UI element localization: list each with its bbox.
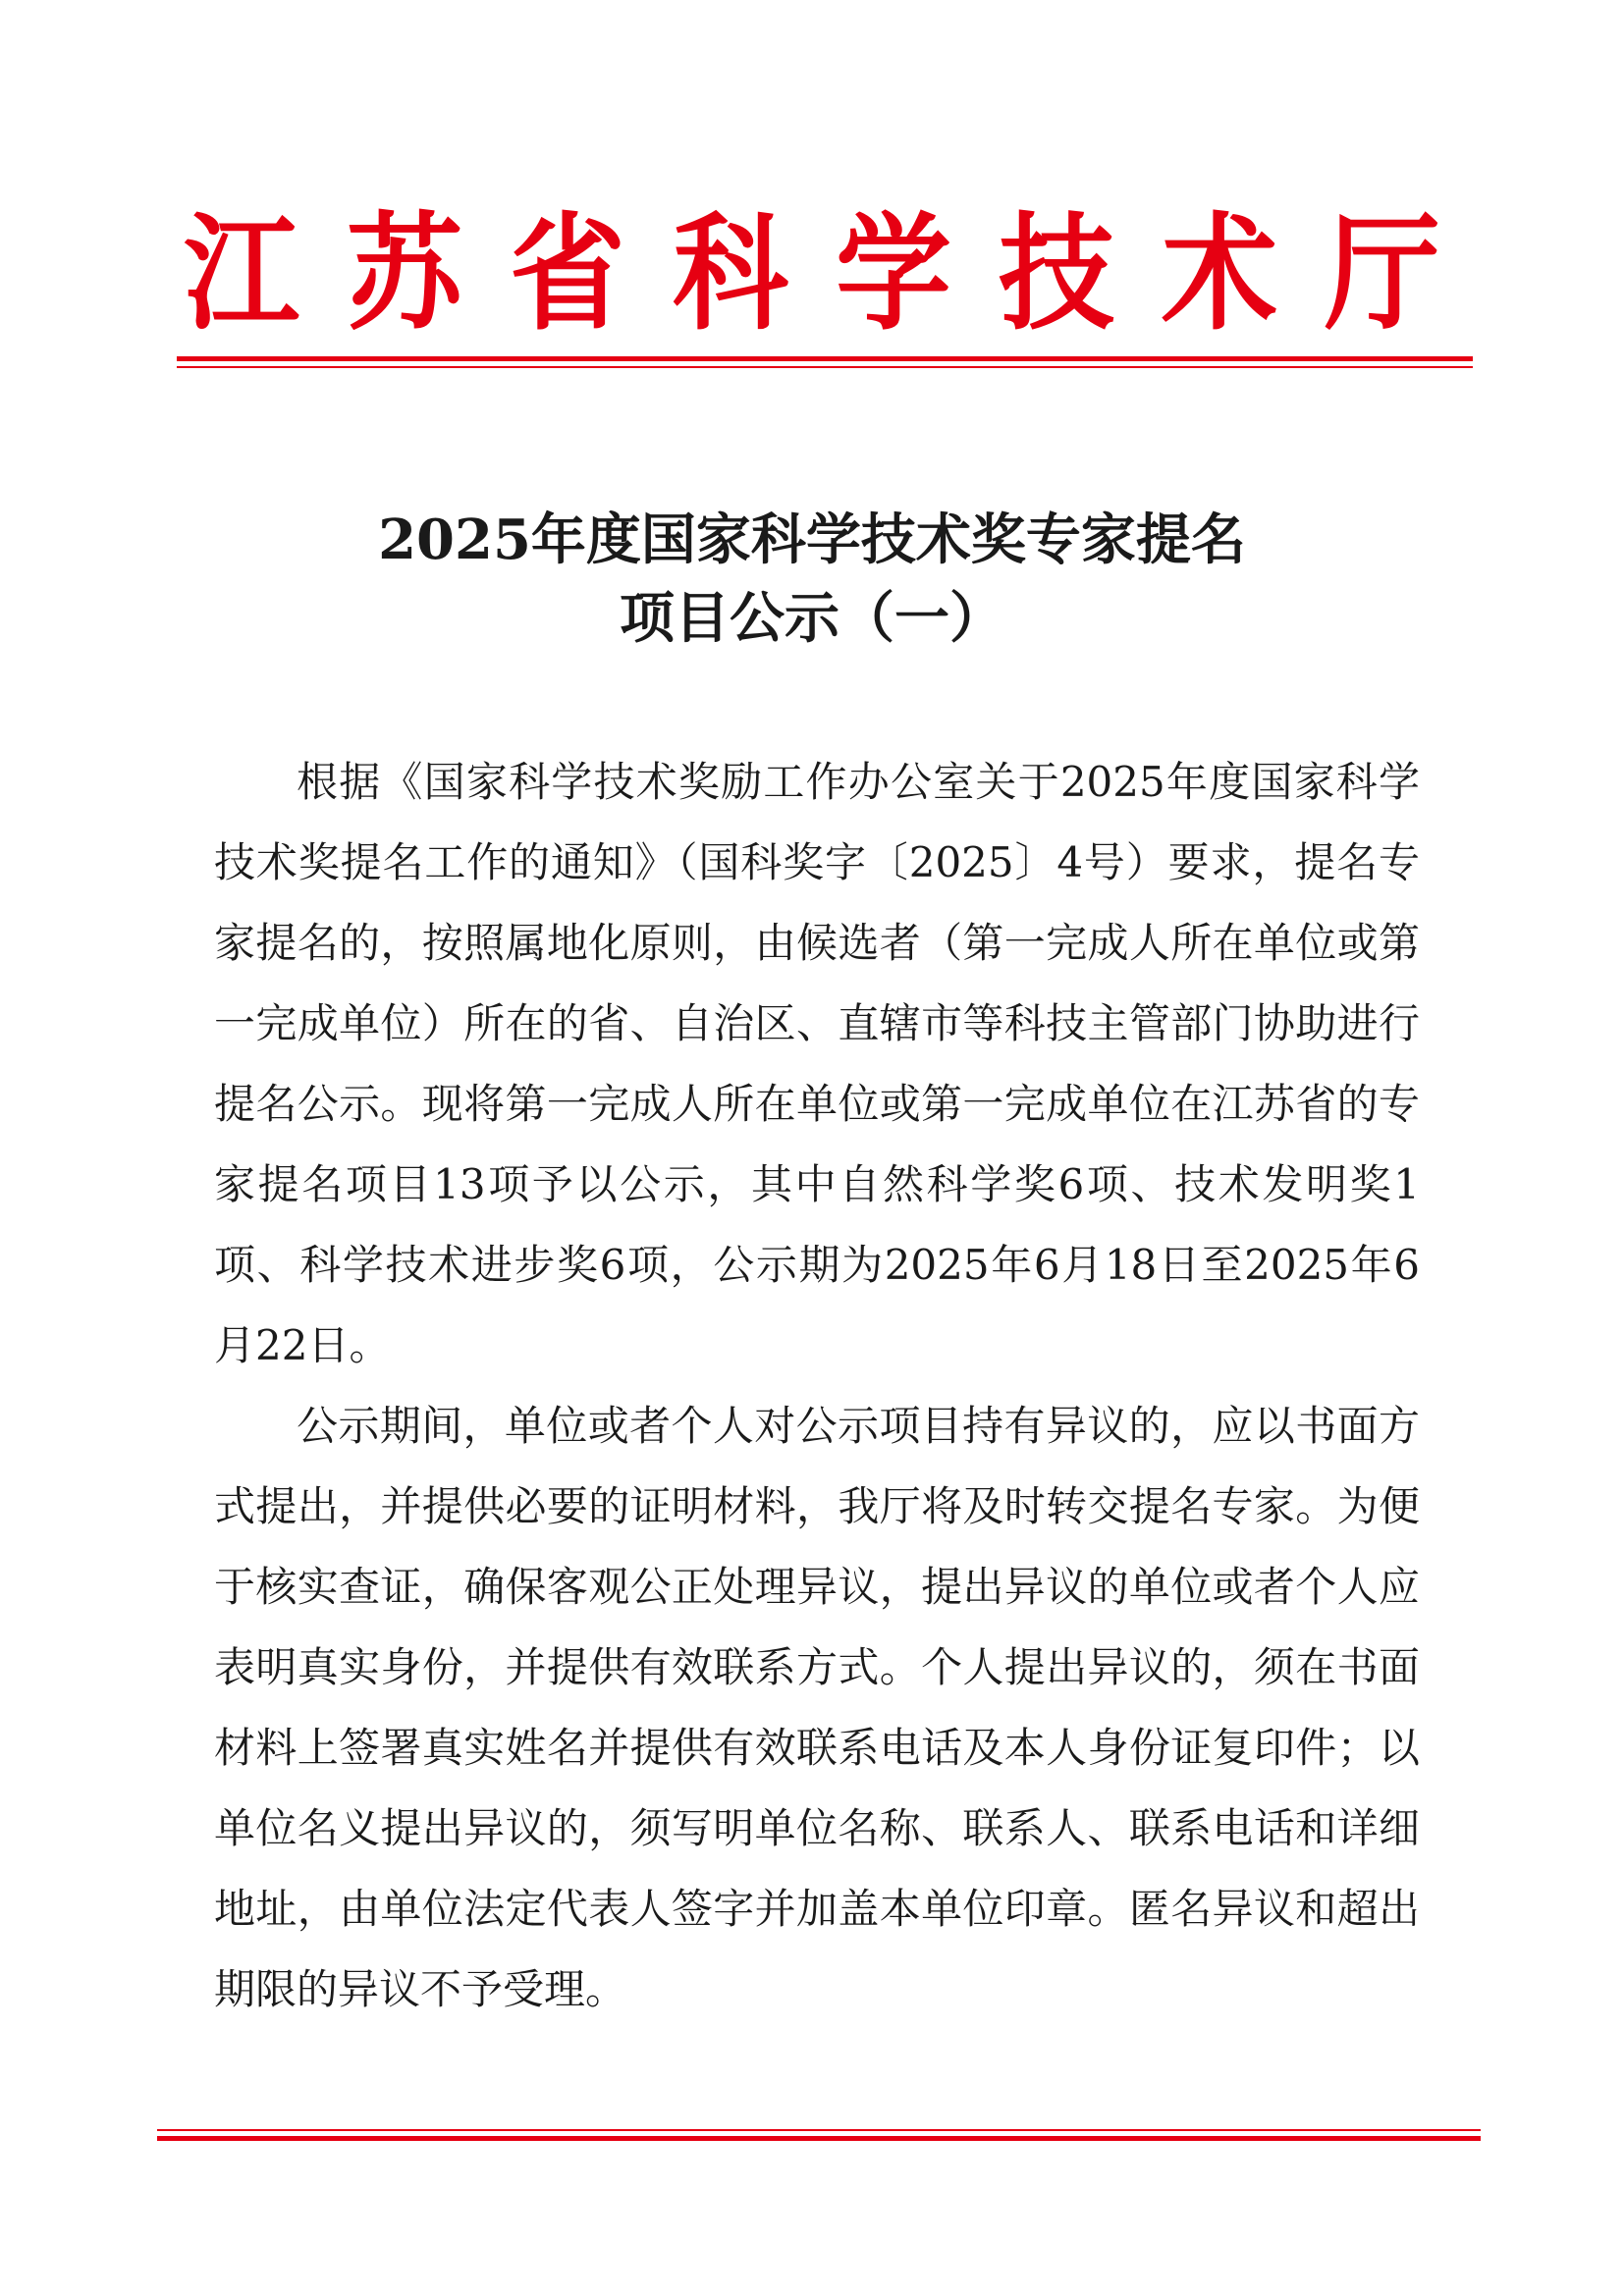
letterhead-divider-thin bbox=[177, 366, 1473, 368]
footer-divider-thick bbox=[157, 2136, 1481, 2141]
letterhead-char: 术 bbox=[1162, 201, 1277, 347]
letterhead-org-name bbox=[179, 201, 1445, 348]
body-paragraph-2: 公示期间，单位或者个人对公示项目持有异议的，应以书面方式提出，并提供必要的证明材料，我厅将及时转交提名专家。为便于核实查证，确保客观公正处理异议，提出异议的单位或者个人应表明真实身份，并提供有效联系方式。个人提出异议的，须在书面材料上签署真实姓名并提供有效联系电话及本人身份证复印件；以单位名义提出异议的，须写明单位名称、联系人、联系电话和详细地址，由单位法定代表人签字并加盖本单位印章。匿名异议和超出期限的异议不予受理。 bbox=[214, 1402, 1420, 2013]
letterhead-char: 省 bbox=[510, 201, 625, 347]
body-paragraph-1: 根据《国家科学技术奖励工作办公室关于2025年度国家科学技术奖提名工作的通知》（国科奖字〔2025〕4号）要求，提名专家提名的，按照属地化原则，由候选者（第一完成人所在单位或第一完成单位）所在的省、自治区、直辖市等科技主管部门协助进行提名公示。现将第一完成人所在单位或第一完成单位在江苏省的专家提名项目13项予以公示，其中自然科学奖6项、技术发明奖1项、科学技术进步奖6项，公示期为2025年6月18日至2025年6月22日。 bbox=[214, 758, 1420, 1369]
letterhead-char: 技 bbox=[999, 201, 1114, 347]
letterhead-char: 苏 bbox=[347, 201, 462, 347]
letterhead-char: 厅 bbox=[1325, 201, 1440, 347]
letterhead-divider-thick bbox=[177, 356, 1473, 361]
footer-divider-thin bbox=[157, 2129, 1481, 2131]
letterhead-char: 科 bbox=[673, 201, 788, 347]
document-title-line-2: 项目公示（一） bbox=[620, 586, 1004, 651]
document-title-line-1: 2025年度国家科学技术奖专家提名 bbox=[378, 507, 1246, 572]
letterhead-char: 学 bbox=[836, 201, 951, 347]
letterhead-char: 江 bbox=[184, 201, 299, 347]
